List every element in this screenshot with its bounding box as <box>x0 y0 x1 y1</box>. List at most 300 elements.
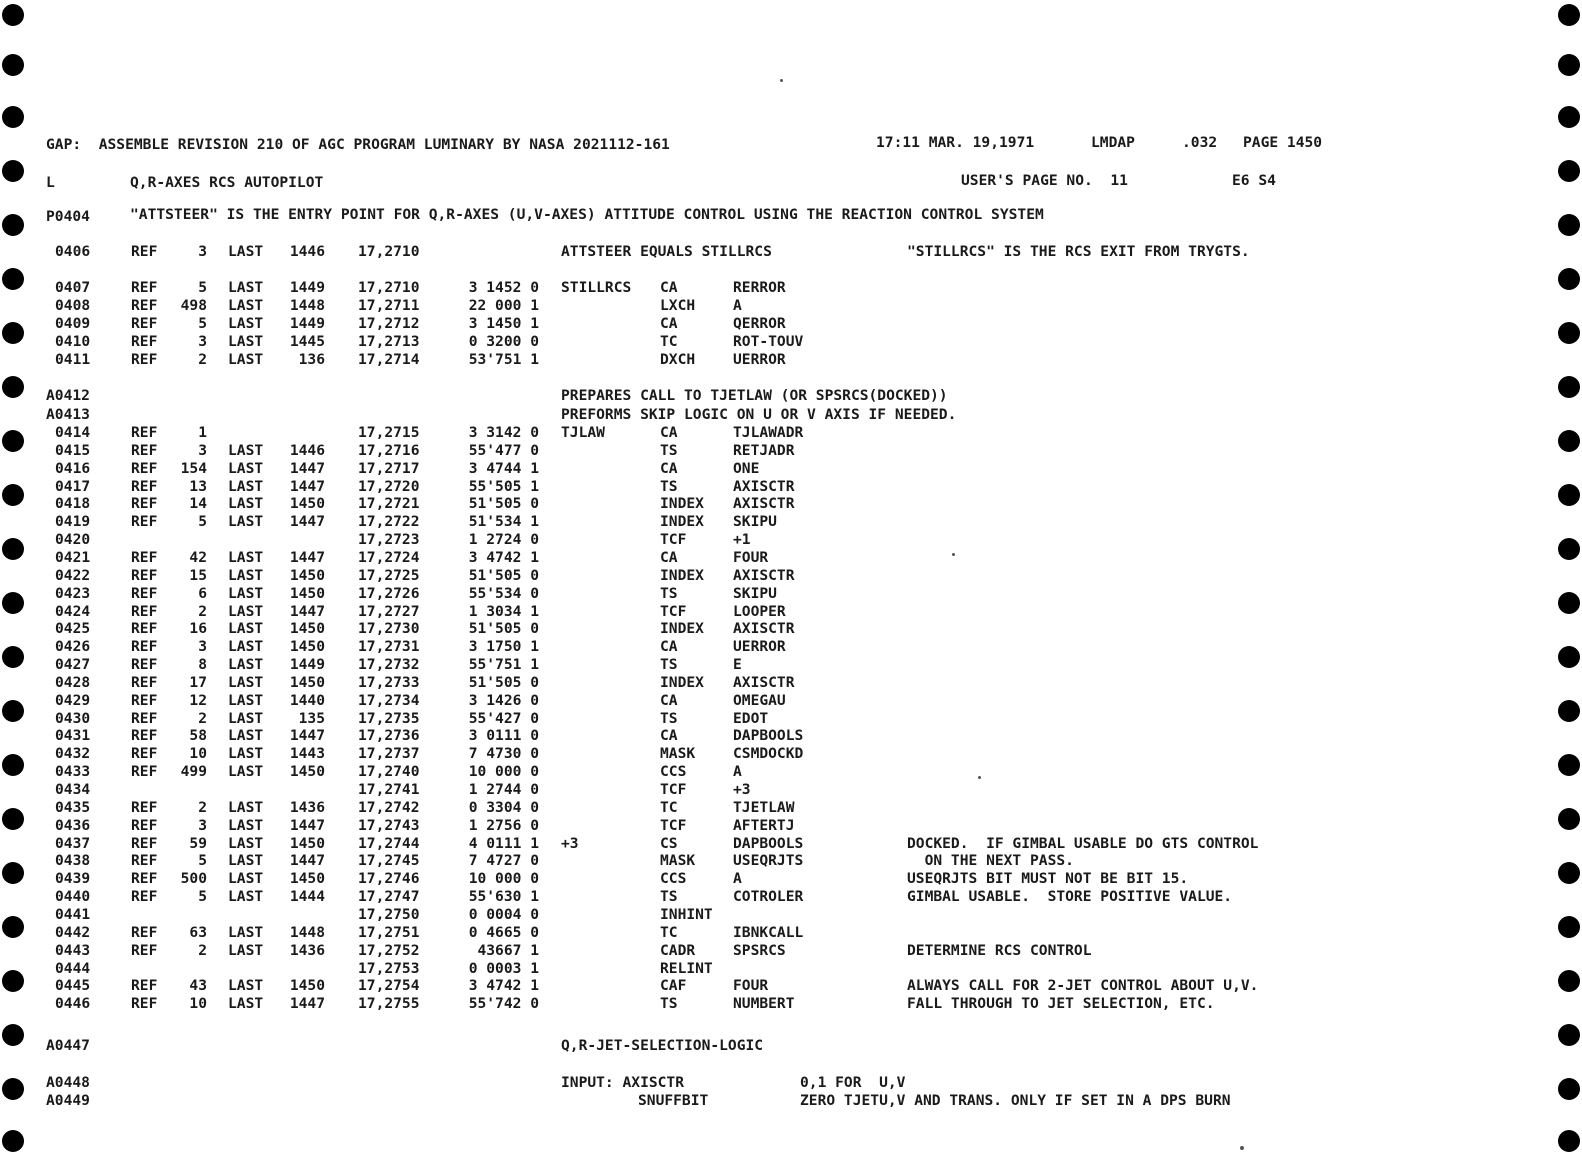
line-number: 0430 <box>55 709 91 727</box>
ref-count: 17 <box>189 673 207 691</box>
ref-count: 43 <box>189 977 207 995</box>
ref-count: 3 <box>198 638 207 656</box>
last-keyword: LAST <box>228 495 264 513</box>
address: 17,2722 <box>358 513 420 531</box>
address: 17,2716 <box>358 441 420 459</box>
last-page: 1448 <box>289 923 325 941</box>
line-number: 0422 <box>55 566 91 584</box>
octal-word: 3 1450 1 <box>468 315 539 332</box>
operand: FOUR <box>733 548 769 566</box>
address: 17,2752 <box>358 941 420 959</box>
last-page: 1447 <box>289 513 325 531</box>
address: 17,2744 <box>358 834 420 852</box>
operand: A <box>733 763 742 781</box>
operand: AXISCTR <box>733 495 795 513</box>
listing-row <box>0 906 1582 924</box>
line-number: 0408 <box>55 297 91 314</box>
ref-keyword: REF <box>131 459 158 477</box>
ref-count: 2 <box>198 941 207 959</box>
line-number: 0417 <box>55 477 91 495</box>
listing-row <box>0 351 1582 369</box>
address: 17,2714 <box>358 351 420 368</box>
address: 17,2717 <box>358 459 420 477</box>
last-keyword: LAST <box>228 691 264 709</box>
octal-word: 10 000 0 <box>468 870 539 888</box>
operand: AFTERTJ <box>733 816 795 834</box>
last-page: 1450 <box>289 763 325 781</box>
last-keyword: LAST <box>228 602 264 620</box>
ref-keyword: REF <box>131 477 158 495</box>
remark-seq: A0448 <box>46 1074 90 1091</box>
listing-row <box>0 442 1582 460</box>
octal-word: 0 3200 0 <box>468 333 539 350</box>
listing-row <box>0 567 1582 585</box>
section-tag: E6 S4 <box>1232 172 1276 189</box>
octal-word: 3 0111 0 <box>468 727 539 745</box>
ref-count: 2 <box>198 798 207 816</box>
opcode: CS <box>660 834 678 852</box>
listing-row <box>0 424 1582 442</box>
ref-count: 5 <box>198 888 207 906</box>
comment: GIMBAL USABLE. STORE POSITIVE VALUE. <box>907 888 1233 906</box>
line-number: 0432 <box>55 745 91 763</box>
ref-count: 12 <box>189 691 207 709</box>
line-number: 0410 <box>55 333 91 350</box>
listing-row <box>0 870 1582 888</box>
line-number: 0423 <box>55 584 91 602</box>
operand: QERROR <box>733 315 786 332</box>
listing-row <box>0 763 1582 781</box>
listing-row <box>0 297 1582 315</box>
sprocket-hole <box>1558 106 1580 128</box>
listing-row <box>0 727 1582 745</box>
address: 17,2742 <box>358 798 420 816</box>
last-keyword: LAST <box>228 745 264 763</box>
operand: AXISCTR <box>733 477 795 495</box>
operand: A <box>733 870 742 888</box>
last-keyword: LAST <box>228 977 264 995</box>
operand: IBNKCALL <box>733 923 804 941</box>
ref-keyword: REF <box>131 888 158 906</box>
comment: DOCKED. IF GIMBAL USABLE DO GTS CONTROL <box>907 834 1259 852</box>
listing-row <box>0 620 1582 638</box>
ref-count: 14 <box>189 495 207 513</box>
line-number: 0431 <box>55 727 91 745</box>
ref-count: 3 <box>198 441 207 459</box>
octal-word: 3 4742 1 <box>468 977 539 995</box>
section-heading: Q,R-JET-SELECTION-LOGIC <box>561 1037 764 1054</box>
entry-point-remark: "ATTSTEER" IS THE ENTRY POINT FOR Q,R-AXES (U,V-AXES) ATTITUDE CONTROL USING THE REACTION CONTROL SYSTEM <box>130 206 1044 223</box>
octal-word: 3 1452 0 <box>468 279 539 296</box>
operand: RETJADR <box>733 441 795 459</box>
address: 17,2730 <box>358 620 420 638</box>
opcode: INDEX <box>660 673 704 691</box>
octal-word: 1 2744 0 <box>468 781 539 798</box>
octal-word: 22 000 1 <box>468 297 539 314</box>
opcode: TCF <box>660 531 687 549</box>
last-page: 1450 <box>289 977 325 995</box>
line-number: 0415 <box>55 441 91 459</box>
octal-word: 51'534 1 <box>468 513 539 531</box>
ref-count: 3 <box>198 816 207 834</box>
user-page-number: USER'S PAGE NO. 11 <box>961 172 1128 189</box>
last-page: 1447 <box>289 995 325 1013</box>
line-number: 0429 <box>55 691 91 709</box>
octal-word: 3 4744 1 <box>468 459 539 477</box>
address: 17,2736 <box>358 727 420 745</box>
last-keyword: LAST <box>228 566 264 584</box>
octal-word: 10 000 0 <box>468 763 539 781</box>
octal-word: 1 2724 0 <box>468 531 539 549</box>
label: TJLAW <box>561 424 605 441</box>
ref-count: 2 <box>198 709 207 727</box>
line-number: 0406 <box>55 243 91 260</box>
octal-word: 3 1426 0 <box>468 691 539 709</box>
address: 17,2724 <box>358 548 420 566</box>
address: 17,2727 <box>358 602 420 620</box>
listing-row <box>0 638 1582 656</box>
ref-count: 500 <box>180 870 207 888</box>
listing-row <box>0 781 1582 799</box>
listing-row <box>0 460 1582 478</box>
last-keyword: LAST <box>228 852 264 870</box>
operand: FOUR <box>733 977 769 995</box>
opcode: TC <box>660 798 678 816</box>
last-page: 1443 <box>289 745 325 763</box>
ref-keyword: REF <box>131 602 158 620</box>
octal-word: 55'630 1 <box>468 888 539 906</box>
line-number: 0418 <box>55 495 91 513</box>
ref-count: 154 <box>180 459 207 477</box>
sprocket-hole <box>1558 160 1580 182</box>
last-page: 1447 <box>289 477 325 495</box>
line-number: 0427 <box>55 656 91 674</box>
last-keyword: LAST <box>228 441 264 459</box>
last-page: 1448 <box>289 297 325 314</box>
opcode: INDEX <box>660 495 704 513</box>
line-number: 0441 <box>55 905 91 923</box>
address: 17,2720 <box>358 477 420 495</box>
equals-statement: ATTSTEER EQUALS STILLRCS <box>561 243 772 260</box>
address: 17,2745 <box>358 852 420 870</box>
ref-keyword: REF <box>131 351 158 368</box>
opcode: CA <box>660 548 678 566</box>
ref-keyword: REF <box>131 727 158 745</box>
opcode: DXCH <box>660 351 696 368</box>
line-number: 0438 <box>55 852 91 870</box>
last-page: 135 <box>298 709 325 727</box>
line-number: 0411 <box>55 351 91 368</box>
operand: AXISCTR <box>733 620 795 638</box>
listing-row <box>0 674 1582 692</box>
listing-row <box>0 333 1582 351</box>
ref-count: 16 <box>189 620 207 638</box>
sprocket-hole <box>2 1024 24 1046</box>
octal-word: 51'505 0 <box>468 673 539 691</box>
last-keyword: LAST <box>228 816 264 834</box>
opcode: CCS <box>660 763 687 781</box>
octal-word: 55'742 0 <box>468 995 539 1013</box>
line-number: 0444 <box>55 959 91 977</box>
listing-row-0406 <box>0 243 1582 261</box>
octal-word: 55'477 0 <box>468 441 539 459</box>
ref-keyword: REF <box>131 656 158 674</box>
sprocket-hole <box>2 376 24 398</box>
last-keyword: LAST <box>228 923 264 941</box>
scan-speck <box>1240 1146 1244 1150</box>
last-page: 1450 <box>289 673 325 691</box>
ref-keyword: REF <box>131 243 158 260</box>
line-number: 0435 <box>55 798 91 816</box>
address: 17,2750 <box>358 905 420 923</box>
line-number: 0407 <box>55 279 91 296</box>
address: 17,2734 <box>358 691 420 709</box>
address: 17,2747 <box>358 888 420 906</box>
line-number: 0409 <box>55 315 91 332</box>
address: 17,2741 <box>358 781 420 798</box>
last-keyword: LAST <box>228 513 264 531</box>
octal-word: 7 4727 0 <box>468 852 539 870</box>
line-number: 0446 <box>55 995 91 1013</box>
label: STILLRCS <box>561 279 632 296</box>
sprocket-hole <box>1558 1024 1580 1046</box>
ref-count: 2 <box>198 351 207 368</box>
ref-count: 63 <box>189 923 207 941</box>
ref-count: 10 <box>189 745 207 763</box>
octal-word: 0 4665 0 <box>468 923 539 941</box>
remark-seq: A0412 <box>46 387 90 404</box>
opcode: RELINT <box>660 959 713 977</box>
operand: EDOT <box>733 709 769 727</box>
operand: SKIPU <box>733 513 777 531</box>
operand: AXISCTR <box>733 566 795 584</box>
sprocket-hole <box>1558 4 1580 26</box>
opcode: INDEX <box>660 513 704 531</box>
last-keyword: LAST <box>228 315 264 332</box>
opcode: TCF <box>660 602 687 620</box>
last-keyword: LAST <box>228 798 264 816</box>
opcode: MASK <box>660 745 696 763</box>
listing-row <box>0 835 1582 853</box>
ref-keyword: REF <box>131 566 158 584</box>
last-keyword: LAST <box>228 333 264 350</box>
input-label: SNUFFBIT <box>638 1092 709 1109</box>
last-keyword: LAST <box>228 673 264 691</box>
last-page: 1450 <box>289 638 325 656</box>
ref-keyword: REF <box>131 995 158 1013</box>
address: 17,2721 <box>358 495 420 513</box>
opcode: INDEX <box>660 566 704 584</box>
octal-word: 1 2756 0 <box>468 816 539 834</box>
address: 17,2755 <box>358 995 420 1013</box>
operand: RERROR <box>733 279 786 296</box>
ref-keyword: REF <box>131 673 158 691</box>
opcode: CA <box>660 459 678 477</box>
opcode: TS <box>660 477 678 495</box>
ref-keyword: REF <box>131 513 158 531</box>
address: 17,2710 <box>358 279 420 296</box>
last-keyword: LAST <box>228 638 264 656</box>
operand: ONE <box>733 459 760 477</box>
last-keyword: LAST <box>228 995 264 1013</box>
last-keyword: LAST <box>228 243 264 260</box>
listing-row <box>0 710 1582 728</box>
opcode: LXCH <box>660 297 696 314</box>
address: 17,2737 <box>358 745 420 763</box>
address: 17,2710 <box>358 243 420 260</box>
operand: NUMBERT <box>733 995 795 1013</box>
ref-keyword: REF <box>131 870 158 888</box>
last-page: 1436 <box>289 941 325 959</box>
ref-keyword: REF <box>131 745 158 763</box>
opcode: TS <box>660 441 678 459</box>
sprocket-hole <box>2 1078 24 1100</box>
comment: FALL THROUGH TO JET SELECTION, ETC. <box>907 995 1215 1013</box>
listing-row <box>0 817 1582 835</box>
ref-keyword: REF <box>131 816 158 834</box>
address: 17,2735 <box>358 709 420 727</box>
listing-row <box>0 924 1582 942</box>
ref-count: 10 <box>189 995 207 1013</box>
octal-word: 55'751 1 <box>468 656 539 674</box>
ref-count: 6 <box>198 584 207 602</box>
last-keyword: LAST <box>228 941 264 959</box>
last-page: 1450 <box>289 870 325 888</box>
opcode: TS <box>660 656 678 674</box>
octal-word: 4 0111 1 <box>468 834 539 852</box>
address: 17,2711 <box>358 297 420 314</box>
octal-word: 7 4730 0 <box>468 745 539 763</box>
operand: TJETLAW <box>733 798 795 816</box>
operand: LOOPER <box>733 602 786 620</box>
opcode: INDEX <box>660 620 704 638</box>
opcode: TS <box>660 888 678 906</box>
listing-row <box>0 852 1582 870</box>
ref-keyword: REF <box>131 941 158 959</box>
opcode: CA <box>660 691 678 709</box>
last-keyword: LAST <box>228 477 264 495</box>
operand: SPSRCS <box>733 941 786 959</box>
header-timestamp: 17:11 MAR. 19,1971 <box>876 134 1035 151</box>
ref-count: 58 <box>189 727 207 745</box>
last-keyword: LAST <box>228 709 264 727</box>
ref-keyword: REF <box>131 548 158 566</box>
ref-keyword: REF <box>131 297 158 314</box>
line-number: 0437 <box>55 834 91 852</box>
listing-row <box>0 692 1582 710</box>
ref-keyword: REF <box>131 834 158 852</box>
line-number: 0433 <box>55 763 91 781</box>
ref-keyword: REF <box>131 763 158 781</box>
listing-row <box>0 960 1582 978</box>
ref-count: 42 <box>189 548 207 566</box>
remark-text: PREFORMS SKIP LOGIC ON U OR V AXIS IF NEEDED. <box>561 406 957 423</box>
opcode: CA <box>660 727 678 745</box>
opcode: TC <box>660 333 678 350</box>
last-page: 1450 <box>289 566 325 584</box>
line-number: 0445 <box>55 977 91 995</box>
listing-row <box>0 977 1582 995</box>
octal-word: 0 0003 1 <box>468 959 539 977</box>
opcode: CA <box>660 315 678 332</box>
last-keyword: LAST <box>228 656 264 674</box>
listing-row <box>0 478 1582 496</box>
address: 17,2723 <box>358 531 420 549</box>
ref-keyword: REF <box>131 584 158 602</box>
last-page: 1447 <box>289 852 325 870</box>
operand: +1 <box>733 531 751 549</box>
operand: DAPBOOLS <box>733 834 804 852</box>
address: 17,2746 <box>358 870 420 888</box>
address: 17,2731 <box>358 638 420 656</box>
line-number: 0426 <box>55 638 91 656</box>
listing-row <box>0 656 1582 674</box>
octal-word: 3 4742 1 <box>468 548 539 566</box>
ref-keyword: REF <box>131 709 158 727</box>
last-page: 1449 <box>289 656 325 674</box>
last-keyword: LAST <box>228 870 264 888</box>
last-page: 136 <box>298 351 325 368</box>
listing-row <box>0 549 1582 567</box>
ref-count: 8 <box>198 656 207 674</box>
last-page: 1449 <box>289 315 325 332</box>
opcode: CCS <box>660 870 687 888</box>
last-page: 1447 <box>289 548 325 566</box>
last-page: 1444 <box>289 888 325 906</box>
line-number: 0439 <box>55 870 91 888</box>
sprocket-hole <box>2 106 24 128</box>
address: 17,2732 <box>358 656 420 674</box>
listing-row <box>0 888 1582 906</box>
comment: ALWAYS CALL FOR 2-JET CONTROL ABOUT U,V. <box>907 977 1259 995</box>
ref-count: 1 <box>198 424 207 441</box>
line-number: 0442 <box>55 923 91 941</box>
last-keyword: LAST <box>228 548 264 566</box>
last-page: 1436 <box>289 798 325 816</box>
last-page: 1440 <box>289 691 325 709</box>
opcode: CA <box>660 279 678 296</box>
line-number: 0421 <box>55 548 91 566</box>
sprocket-hole <box>2 54 24 76</box>
sprocket-hole <box>1558 1130 1580 1152</box>
opcode: CAF <box>660 977 687 995</box>
header-code: .032 <box>1182 134 1218 151</box>
p-line-seq: P0404 <box>46 208 90 225</box>
sprocket-hole <box>1558 376 1580 398</box>
operand: A <box>733 297 742 314</box>
assembly-header: GAP: ASSEMBLE REVISION 210 OF AGC PROGRAM LUMINARY BY NASA 2021112-161 <box>46 136 670 153</box>
operand: AXISCTR <box>733 673 795 691</box>
ref-keyword: REF <box>131 620 158 638</box>
octal-word: 51'505 0 <box>468 620 539 638</box>
last-keyword: LAST <box>228 459 264 477</box>
operand: +3 <box>733 781 751 798</box>
opcode: CA <box>660 424 678 441</box>
opcode: TS <box>660 709 678 727</box>
last-keyword: LAST <box>228 888 264 906</box>
remark-seq: A0413 <box>46 406 90 423</box>
ref-keyword: REF <box>131 638 158 656</box>
ref-keyword: REF <box>131 691 158 709</box>
last-page: 1446 <box>289 441 325 459</box>
line-number: 0436 <box>55 816 91 834</box>
address: 17,2712 <box>358 315 420 332</box>
octal-word: 51'505 0 <box>468 566 539 584</box>
remark-text: PREPARES CALL TO TJETLAW (OR SPSRCS(DOCKED)) <box>561 387 948 404</box>
operand: SKIPU <box>733 584 777 602</box>
address: 17,2715 <box>358 424 420 441</box>
line-number: 0425 <box>55 620 91 638</box>
